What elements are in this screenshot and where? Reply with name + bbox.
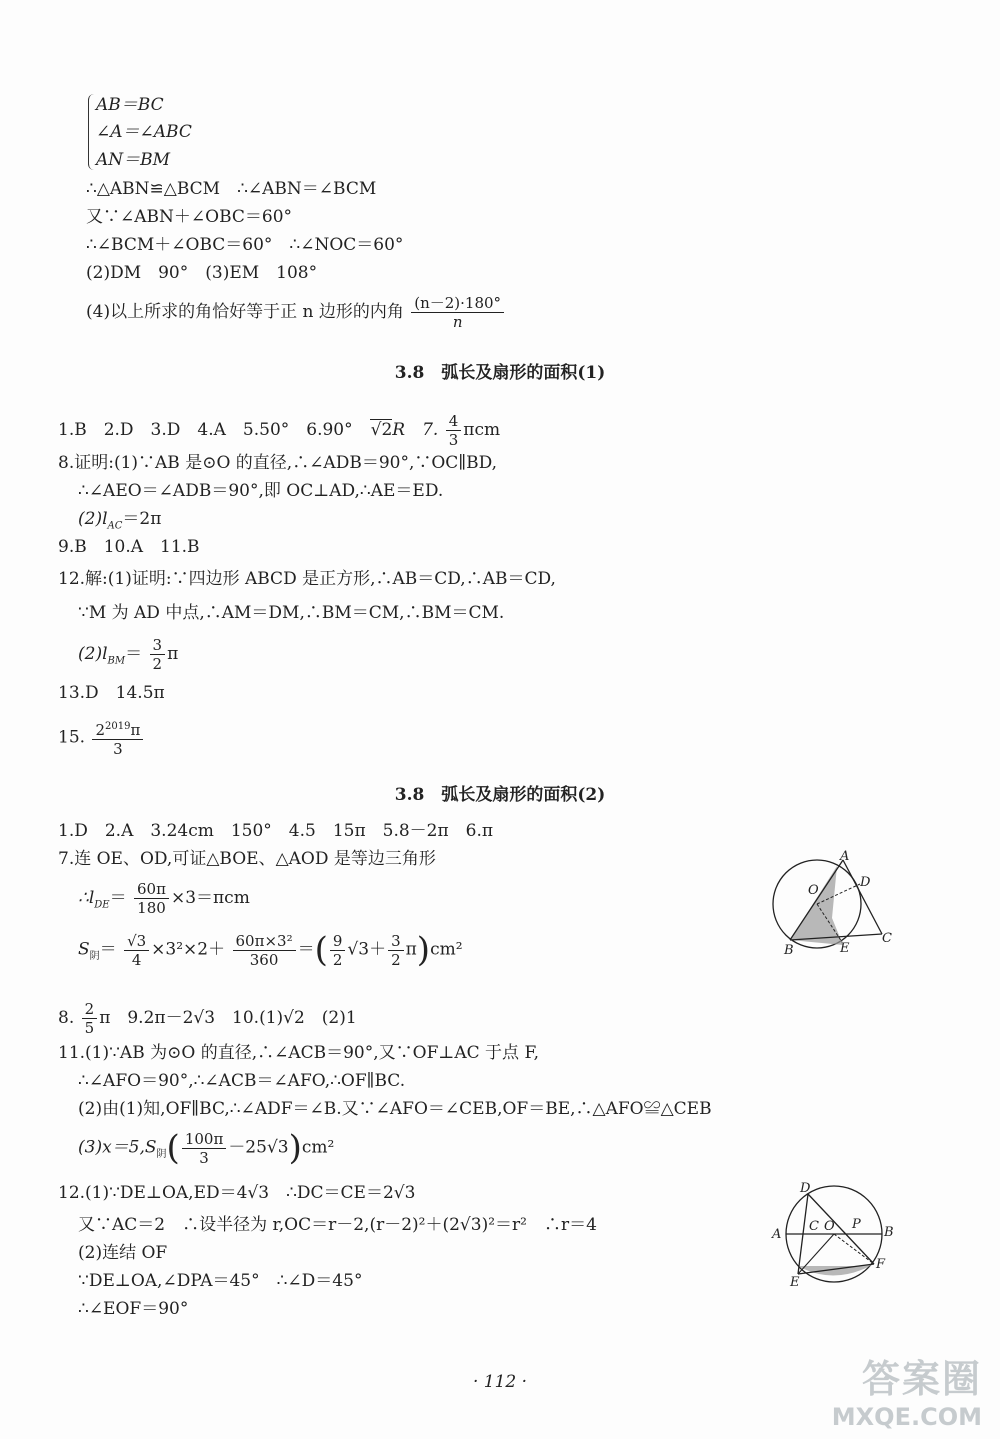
answer-text: (2)l: [78, 644, 108, 664]
geometry-figure-2: [762, 1176, 902, 1292]
unit: cm²: [301, 1137, 335, 1158]
answer-text: (3)x＝5,S: [78, 1137, 157, 1158]
answer-line: [78, 636, 178, 673]
denominator: 3: [113, 740, 123, 758]
answer-text: ＋: [369, 939, 387, 960]
fraction: [134, 880, 169, 917]
numerator: 3: [388, 932, 404, 951]
segment-ac: [843, 860, 882, 934]
answer-text: －25√3: [228, 1137, 289, 1158]
numerator: 100π: [182, 1130, 227, 1149]
proof-line: 11.(1)∵AB 为⊙O 的直径,∴∠ACB＝90°,又∵OF⊥AC 于点 F,: [58, 1043, 540, 1063]
answer-line: [58, 1000, 357, 1037]
fraction: [233, 932, 296, 969]
answer-text: ×3＝πcm: [170, 888, 250, 908]
numerator: [92, 718, 143, 740]
denominator: 2: [152, 655, 163, 673]
answer-line: (2)DM 90° (3)EM 108°: [86, 263, 318, 283]
page-number: · 112 ·: [472, 1372, 528, 1392]
system-eq-1: AB＝BC: [96, 95, 164, 115]
numerator: 60π×3²: [233, 932, 296, 951]
unit: cm²: [430, 939, 463, 960]
answer-text: 15.: [58, 727, 86, 748]
proof-line: ∵M 为 AD 中点,∴AM＝DM,∴BM＝CM,∴BM＝CM.: [78, 603, 505, 623]
fraction: [446, 412, 462, 449]
denominator: 2: [391, 950, 401, 969]
label-b: B: [884, 1225, 894, 1240]
label-d: D: [800, 1181, 811, 1196]
watermark-url: MXQE.COM: [831, 1403, 982, 1431]
answer-text: π: [405, 939, 417, 960]
proof-line: ∴∠BCM＋∠OBC＝60° ∴∠NOC＝60°: [86, 235, 404, 255]
segment-of: [834, 1234, 874, 1264]
answer-text: R 7.: [392, 420, 439, 440]
proof-line: ∴∠EOF＝90°: [78, 1299, 189, 1319]
denominator: 2: [332, 950, 343, 969]
label-a: A: [772, 1227, 782, 1242]
numerator: 3: [150, 636, 166, 655]
numerator: 4: [446, 412, 462, 431]
label-p: P: [852, 1217, 861, 1232]
left-paren: (: [166, 1128, 180, 1168]
proof-line: 7.连 OE、OD,可证△BOE、△AOD 是等边三角形: [58, 849, 436, 869]
denominator: 4: [131, 950, 142, 969]
pi: π: [130, 721, 141, 739]
answer-text: 8.: [58, 1008, 75, 1028]
fraction: [411, 294, 504, 331]
numerator: 60π: [134, 880, 169, 899]
label-e: E: [790, 1275, 800, 1290]
answer-line: 9.B 10.A 11.B: [58, 537, 200, 557]
fraction: [124, 932, 149, 969]
answer-text: π 9.2π－2√3 10.(1)√2 (2)1: [99, 1008, 357, 1028]
answer-text: ＝: [109, 888, 127, 908]
subscript: 阴: [89, 950, 100, 962]
answer-text: ×3²×2＋: [151, 939, 226, 960]
answer-text: ＝: [125, 644, 143, 664]
answer-text: π: [167, 644, 179, 664]
system-eq-2: ∠A＝∠ABC: [96, 122, 192, 142]
shaded-region: [790, 866, 843, 945]
label-b: B: [784, 943, 794, 958]
label-c: C: [809, 1219, 819, 1234]
label-e: E: [840, 941, 850, 956]
answer-text: (4)以上所求的角恰好等于正 n 边形的内角: [86, 302, 404, 322]
denominator: 360: [249, 950, 279, 969]
answer-text: ＝: [297, 939, 315, 960]
answer-text: ＝: [99, 939, 117, 960]
proof-line: 8.证明:(1)∵AB 是⊙O 的直径,∴∠ADB＝90°,∵OC∥BD,: [58, 453, 498, 473]
label-a: A: [840, 849, 850, 864]
system-eq-3: AN＝BM: [96, 150, 171, 170]
proof-line: (2)连结 OF: [78, 1243, 168, 1263]
denominator: 3: [199, 1148, 209, 1167]
denominator: 5: [84, 1019, 95, 1037]
denominator: n: [452, 313, 463, 331]
answer-line: [86, 294, 506, 331]
numerator: 9: [330, 932, 346, 951]
answer-line: [78, 930, 463, 970]
answer-text: S: [78, 939, 90, 960]
answer-line: [78, 508, 161, 537]
sqrt-value: √2: [370, 420, 393, 440]
answer-text: πcm: [463, 420, 501, 440]
proof-line: (2)由(1)知,OF∥BC,∴∠ADF＝∠B.又∵∠AFO＝∠CEB,OF＝BE,∴△AFO≌△CEB: [78, 1099, 712, 1119]
numerator: √3: [124, 932, 149, 951]
answer-line: [58, 718, 145, 758]
answer-text: ＝2π: [122, 509, 162, 529]
answer-line: [78, 880, 250, 917]
proof-line: 12.(1)∵DE⊥OA,ED＝4√3 ∴DC＝CE＝2√3: [58, 1183, 416, 1203]
fraction: [330, 932, 346, 969]
label-d: D: [860, 875, 871, 890]
proof-line: ∴∠AEO＝∠ADB＝90°,即 OC⊥AD,∴AE＝ED.: [78, 481, 444, 501]
label-c: C: [882, 931, 892, 946]
label-o: O: [824, 1219, 835, 1234]
answer-line: [58, 412, 500, 449]
answer-line: 13.D 14.5π: [58, 683, 165, 703]
watermark-logo-text: 答案圈: [861, 1357, 982, 1401]
subscript: BM: [107, 655, 126, 667]
subscript: 阴: [156, 1148, 167, 1160]
answer-text: (2)l: [78, 509, 108, 529]
numerator: 2: [82, 1000, 98, 1019]
answer-text: √3: [347, 939, 370, 960]
answer-line: 1.D 2.A 3.24cm 150° 4.5 15π 5.8－2π 6.π: [58, 821, 494, 841]
geometry-figure-1: [760, 848, 900, 958]
section-title: 3.8 弧长及扇形的面积(2): [394, 785, 606, 805]
right-paren: ): [416, 930, 431, 970]
fraction: [388, 932, 404, 969]
proof-line: ∴∠AFO＝90°,∴∠ACB＝∠AFO,∴OF∥BC.: [78, 1071, 406, 1091]
answer-text: 1.B 2.D 3.D 4.A 5.50° 6.90°: [58, 420, 370, 440]
label-f: F: [876, 1257, 886, 1272]
proof-line: 又∵∠ABN＋∠OBC＝60°: [86, 207, 293, 227]
proof-line: 又∵AC＝2 ∴设半径为 r,OC＝r－2,(r－2)²＋(2√3)²＝r² ∴r＝4: [78, 1215, 597, 1235]
left-paren: (: [314, 930, 328, 970]
denominator: 3: [448, 431, 459, 449]
answer-text: ∴l: [78, 888, 95, 908]
proof-line: ∵DE⊥OA,∠DPA＝45° ∴∠D＝45°: [78, 1271, 363, 1291]
denominator: 180: [137, 899, 166, 917]
exponent: 2019: [105, 721, 131, 732]
base: 2: [95, 721, 105, 739]
section-title: 3.8 弧长及扇形的面积(1): [394, 363, 606, 383]
proof-line: ∴△ABN≌△BCM ∴∠ABN＝∠BCM: [86, 179, 377, 199]
fraction: [92, 718, 143, 758]
subscript: DE: [94, 899, 110, 911]
system-brace: [88, 94, 95, 170]
fraction: [182, 1130, 227, 1167]
fraction: [82, 1000, 98, 1037]
watermark: [832, 1348, 982, 1431]
fraction: [150, 636, 166, 673]
right-paren: ): [288, 1128, 302, 1168]
subscript: AC: [107, 520, 123, 532]
label-o: O: [808, 883, 819, 898]
answer-line: [78, 1128, 334, 1168]
numerator: (n－2)·180°: [411, 294, 504, 313]
proof-line: 12.解:(1)证明:∵四边形 ABCD 是正方形,∴AB＝CD,∴AB＝CD,: [58, 569, 556, 589]
